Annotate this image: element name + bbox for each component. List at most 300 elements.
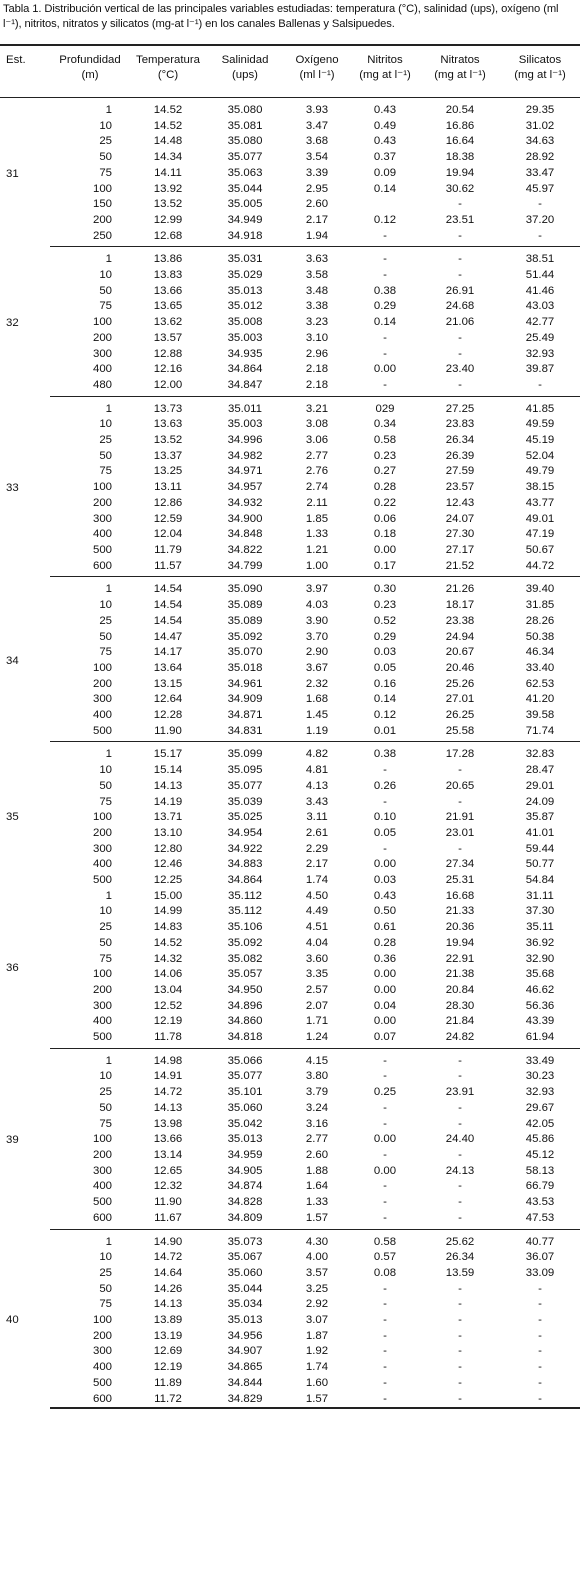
value-cell: 14.90: [153, 1235, 183, 1248]
value-cell: 1.45: [305, 709, 329, 722]
value-cell: 13.73: [153, 402, 183, 415]
value-cell: 33.09: [525, 1266, 555, 1279]
value-cell: 3.79: [305, 1086, 329, 1099]
table-row: [0, 1014, 580, 1030]
value-cell: 21.84: [445, 1015, 475, 1028]
value-cell: 38.51: [525, 253, 555, 266]
value-cell: 49.79: [525, 465, 555, 478]
value-cell: 4.13: [305, 779, 329, 792]
depth-cell: 1: [105, 583, 112, 596]
value-cell: 11.72: [130, 1392, 206, 1409]
column-header-title: Nitritos: [367, 54, 403, 66]
depth-cell: 10: [99, 1251, 112, 1264]
value-cell: 1.33: [305, 528, 329, 541]
value-cell: 0.14: [373, 182, 397, 195]
value-cell: 36.92: [525, 936, 555, 949]
value-cell: 34.905: [227, 1164, 263, 1177]
table-row: [0, 1164, 580, 1180]
value-cell: 27.34: [445, 858, 475, 871]
value-cell: 14.32: [153, 952, 183, 965]
value-cell: 24.09: [525, 795, 555, 808]
value-cell: 12.43: [445, 496, 475, 509]
column-header-title: Nitratos: [440, 54, 480, 66]
value-cell: 12.99: [153, 213, 183, 226]
value-cell: 34.935: [227, 347, 263, 360]
table-row: [0, 1132, 580, 1148]
table-row: [0, 614, 580, 630]
value-cell: 14.72: [153, 1251, 183, 1264]
value-cell: 0.00: [373, 363, 397, 376]
value-cell: 12.00: [130, 378, 206, 396]
value-cell: 42.05: [525, 1117, 555, 1130]
value-cell: 0.08: [373, 1266, 397, 1279]
depth-cell: 75: [99, 300, 112, 313]
value-cell: 3.47: [305, 119, 329, 132]
value-cell: 34.918: [206, 229, 284, 247]
value-cell: -: [458, 1314, 462, 1327]
value-cell: 50.38: [525, 630, 555, 643]
value-cell: 0.01: [350, 724, 420, 742]
depth-cell: 1: [105, 253, 112, 266]
value-cell: 14.48: [153, 135, 183, 148]
value-cell: 14.64: [153, 1266, 183, 1279]
value-cell: 34.909: [227, 693, 263, 706]
value-cell: 35.87: [525, 811, 555, 824]
depth-cell: 75: [99, 1117, 112, 1130]
table-row: [0, 496, 580, 512]
value-cell: 4.30: [305, 1235, 329, 1248]
value-cell: -: [458, 1282, 462, 1295]
depth-cell: 500: [92, 543, 112, 556]
value-cell: 58.13: [525, 1164, 555, 1177]
station-label: 33: [6, 482, 19, 495]
value-cell: -: [420, 1211, 500, 1229]
value-cell: 27.17: [445, 543, 475, 556]
value-cell: 45.12: [525, 1149, 555, 1161]
value-cell: 0.17: [350, 559, 420, 577]
value-cell: 34.956: [227, 1329, 263, 1342]
value-cell: 2.92: [305, 1298, 329, 1311]
value-cell: 13.10: [153, 826, 183, 839]
value-cell: 39.40: [525, 583, 555, 596]
value-cell: 36.07: [525, 1251, 555, 1264]
depth-cell: 300: [92, 693, 112, 706]
value-cell: 0.18: [373, 528, 397, 541]
value-cell: 0.22: [373, 496, 397, 509]
value-cell: 1.60: [305, 1376, 329, 1389]
value-cell: -: [458, 1149, 462, 1161]
value-cell: 34.828: [227, 1196, 263, 1209]
value-cell: 0.12: [373, 709, 397, 722]
value-cell: 3.54: [305, 151, 329, 164]
depth-cell: 1: [105, 1235, 112, 1248]
value-cell: -: [458, 1180, 462, 1193]
value-cell: 35.68: [525, 968, 555, 981]
value-cell: 3.06: [305, 434, 329, 447]
table-row: [0, 1117, 580, 1133]
value-cell: -: [458, 331, 462, 344]
depth-cell: 200: [92, 331, 112, 344]
value-cell: 3.21: [305, 402, 329, 415]
value-cell: 20.54: [445, 104, 475, 116]
value-cell: 35.080: [227, 104, 263, 116]
value-cell: 52.04: [525, 449, 555, 462]
depth-cell: 50: [99, 1282, 112, 1295]
depth-cell: 1: [105, 748, 112, 761]
value-cell: 14.91: [153, 1070, 183, 1083]
value-cell: 14.52: [153, 936, 183, 949]
value-cell: 38.15: [525, 481, 555, 494]
value-cell: 029: [375, 402, 395, 415]
value-cell: -: [350, 229, 420, 247]
value-cell: -: [350, 1211, 420, 1229]
value-cell: 1.57: [284, 1392, 350, 1409]
value-cell: 34.996: [227, 434, 263, 447]
value-cell: 11.89: [154, 1376, 182, 1389]
value-cell: -: [538, 1376, 542, 1389]
value-cell: 61.94: [500, 1030, 580, 1048]
depth-cell: 200: [92, 1329, 112, 1342]
value-cell: 35.11: [526, 921, 554, 934]
value-cell: 0.00: [373, 983, 397, 996]
value-cell: 2.11: [306, 496, 328, 509]
value-cell: 14.52: [153, 104, 183, 116]
value-cell: 34.865: [227, 1361, 263, 1374]
value-cell: -: [458, 1298, 462, 1311]
table-row: [0, 920, 580, 936]
table-row: [0, 284, 580, 300]
value-cell: 27.59: [445, 465, 475, 478]
value-cell: 13.89: [153, 1314, 183, 1327]
value-cell: 2.95: [305, 182, 329, 195]
value-cell: 24.07: [445, 512, 475, 525]
value-cell: 24.13: [445, 1164, 475, 1177]
value-cell: 66.79: [525, 1180, 555, 1193]
table-row: [0, 1313, 580, 1329]
value-cell: 23.57: [445, 481, 475, 494]
value-cell: 1.68: [305, 693, 329, 706]
table-row: [0, 779, 580, 795]
value-cell: 3.93: [305, 104, 329, 116]
table-row: [0, 577, 580, 598]
value-cell: 20.46: [445, 661, 475, 674]
value-cell: -: [538, 1329, 542, 1342]
value-cell: 34.949: [227, 213, 263, 226]
table-row: [0, 1195, 580, 1211]
value-cell: 35.073: [227, 1235, 263, 1248]
value-cell: 3.63: [305, 253, 329, 266]
value-cell: 11.67: [130, 1211, 206, 1229]
value-cell: 3.07: [305, 1314, 329, 1327]
value-cell: 1.88: [305, 1164, 329, 1177]
value-cell: 12.19: [153, 1361, 183, 1374]
depth-cell: 200: [92, 826, 112, 839]
value-cell: 1.74: [305, 1361, 329, 1374]
depth-cell: 300: [92, 999, 112, 1012]
station-label: 32: [6, 317, 19, 330]
value-cell: 2.57: [305, 983, 329, 996]
column-header-title: Silicatos: [518, 54, 562, 66]
depth-cell: 400: [92, 1180, 112, 1193]
value-cell: 13.52: [153, 198, 183, 211]
table-body: [0, 98, 580, 1409]
value-cell: 28.92: [525, 151, 555, 164]
value-cell: -: [383, 331, 387, 344]
table-row: [0, 1211, 580, 1229]
value-cell: 21.38: [445, 968, 475, 981]
value-cell: 33.49: [525, 1054, 555, 1067]
value-cell: 0.05: [373, 661, 397, 674]
depth-cell: 10: [99, 119, 112, 132]
value-cell: 35.070: [227, 646, 263, 659]
value-cell: 32.93: [525, 347, 555, 360]
value-cell: 35.005: [227, 198, 263, 211]
value-cell: 35.063: [227, 166, 263, 179]
table-row: [0, 433, 580, 449]
value-cell: 15.17: [153, 748, 183, 761]
table-row: [0, 983, 580, 999]
table-row: [0, 98, 580, 119]
column-header-unit: (mg at l⁻¹): [514, 69, 566, 81]
depth-cell: 500: [92, 1376, 112, 1389]
depth-cell: 10: [99, 269, 112, 282]
value-cell: -: [383, 1361, 387, 1374]
value-cell: 2.60: [305, 198, 329, 211]
depth-cell: 600: [50, 559, 130, 577]
station-label: 34: [6, 655, 19, 668]
value-cell: 19.94: [445, 166, 475, 179]
value-cell: 34.847: [206, 378, 284, 396]
depth-cell: 100: [92, 1314, 112, 1327]
value-cell: 34.982: [227, 449, 263, 462]
table-row: [0, 708, 580, 724]
value-cell: 23.40: [445, 363, 475, 376]
value-cell: 35.034: [227, 1298, 263, 1311]
table-row: [0, 182, 580, 198]
depth-cell: 25: [99, 434, 112, 447]
station-label: 35: [6, 810, 19, 823]
value-cell: 22.91: [445, 952, 475, 965]
value-cell: 35.018: [227, 661, 263, 674]
value-cell: 0.04: [373, 999, 397, 1012]
value-cell: 12.86: [153, 496, 183, 509]
value-cell: 23.51: [445, 213, 475, 226]
value-cell: 4.51: [305, 921, 329, 934]
value-cell: 0.50: [373, 905, 397, 918]
depth-cell: 200: [92, 213, 112, 226]
column-header-title: Est.: [6, 54, 26, 66]
value-cell: 2.29: [305, 842, 329, 855]
depth-cell: 50: [99, 630, 112, 643]
value-cell: 41.20: [525, 693, 555, 706]
value-cell: 35.081: [227, 119, 263, 132]
table-row: [0, 873, 580, 889]
value-cell: 35.080: [227, 135, 263, 148]
value-cell: 20.65: [445, 779, 475, 792]
depth-cell: 50: [99, 936, 112, 949]
depth-cell: 10: [99, 764, 112, 777]
value-cell: 12.80: [153, 842, 183, 855]
value-cell: 3.39: [305, 166, 329, 179]
value-cell: 25.62: [445, 1235, 475, 1248]
value-cell: 45.19: [525, 434, 555, 447]
value-cell: 2.61: [305, 826, 329, 839]
depth-cell: 75: [99, 952, 112, 965]
column-header: [130, 45, 206, 98]
value-cell: -: [420, 229, 500, 247]
value-cell: 2.32: [305, 677, 329, 690]
table-row: [0, 527, 580, 543]
depth-cell: 100: [92, 661, 112, 674]
value-cell: 28.30: [445, 999, 475, 1012]
value-cell: 14.13: [153, 1298, 183, 1311]
value-cell: -: [458, 1361, 462, 1374]
value-cell: 13.65: [153, 300, 183, 313]
value-cell: 23.83: [445, 418, 475, 431]
value-cell: -: [458, 198, 462, 211]
depth-cell: 300: [92, 1164, 112, 1177]
table-row: [0, 559, 580, 577]
value-cell: 13.62: [153, 316, 183, 329]
value-cell: 0.23: [373, 599, 397, 612]
value-cell: 1.19: [284, 724, 350, 742]
table-row: [0, 692, 580, 708]
value-cell: 21.33: [445, 905, 475, 918]
value-cell: 3.16: [305, 1117, 329, 1130]
value-cell: 1.87: [305, 1329, 329, 1342]
depth-cell: 1: [105, 402, 112, 415]
table-row: [0, 936, 580, 952]
table-row: [0, 1376, 580, 1392]
value-cell: 14.06: [153, 968, 183, 981]
value-cell: 0.58: [373, 434, 397, 447]
value-cell: 0.00: [373, 1133, 397, 1146]
value-cell: -: [383, 1054, 387, 1067]
value-cell: 3.60: [305, 952, 329, 965]
value-cell: 35.011: [228, 402, 262, 415]
value-cell: 4.82: [305, 748, 329, 761]
table-row: [0, 396, 580, 417]
depth-cell: 150: [92, 198, 112, 211]
value-cell: 27.01: [445, 693, 475, 706]
value-cell: 1.64: [305, 1180, 329, 1193]
value-cell: 20.67: [445, 646, 475, 659]
value-cell: 3.68: [305, 135, 329, 148]
value-cell: 24.40: [445, 1133, 475, 1146]
value-cell: 50.67: [525, 543, 555, 556]
table-row: [0, 967, 580, 983]
column-header-title: Oxígeno: [295, 54, 339, 66]
value-cell: -: [383, 269, 387, 282]
value-cell: 18.38: [445, 151, 475, 164]
value-cell: 13.14: [153, 1149, 183, 1161]
table-row: [0, 904, 580, 920]
value-cell: 34.871: [227, 709, 263, 722]
value-cell: 49.59: [525, 418, 555, 431]
value-cell: -: [383, 1149, 387, 1161]
value-cell: 14.34: [153, 151, 183, 164]
value-cell: 45.97: [525, 182, 555, 195]
value-cell: 11.57: [130, 559, 206, 577]
value-cell: 3.38: [305, 300, 329, 313]
value-cell: 35.077: [227, 151, 263, 164]
depth-cell: 200: [92, 496, 112, 509]
value-cell: 24.68: [445, 300, 475, 313]
value-cell: 21.06: [445, 316, 475, 329]
value-cell: 34.959: [227, 1149, 263, 1161]
depth-cell: 1: [105, 889, 112, 902]
value-cell: 0.00: [373, 858, 397, 871]
depth-cell: 25: [99, 1266, 112, 1279]
value-cell: [350, 197, 420, 213]
value-cell: 13.15: [153, 677, 183, 690]
table-row: [0, 229, 580, 247]
table-row: [0, 1030, 580, 1048]
value-cell: -: [350, 1392, 420, 1409]
value-cell: 13.19: [153, 1329, 183, 1342]
value-cell: -: [538, 198, 542, 211]
table-row: [0, 630, 580, 646]
value-cell: 26.25: [445, 709, 475, 722]
table-caption: Tabla 1. Distribución vertical de las principales variables estudiadas: temperatura (°C), salinidad (ups), oxígeno (ml l⁻¹), nitritos, nitratos y silicatos (mg-at l⁻¹) en los canales Ballenas y Salsipuedes.: [3, 3, 559, 30]
value-cell: 13.66: [153, 1133, 183, 1146]
value-cell: 35.060: [227, 1101, 263, 1114]
value-cell: 35.003: [227, 331, 263, 344]
value-cell: 43.77: [525, 496, 555, 509]
value-cell: 34.907: [227, 1345, 263, 1358]
value-cell: 0.38: [373, 748, 397, 761]
value-cell: 32.90: [525, 952, 555, 965]
value-cell: 34.809: [206, 1211, 284, 1229]
value-cell: 13.92: [153, 182, 183, 195]
depth-cell: 100: [92, 1133, 112, 1146]
value-cell: 26.91: [445, 284, 475, 297]
value-cell: -: [500, 378, 580, 396]
value-cell: 12.64: [153, 693, 183, 706]
value-cell: 3.90: [305, 614, 329, 627]
table-row: [0, 1148, 580, 1164]
station-label: 39: [6, 1134, 19, 1147]
depth-cell: 500: [92, 1196, 112, 1209]
value-cell: 35.099: [227, 748, 263, 761]
value-cell: 13.64: [153, 661, 183, 674]
value-cell: -: [458, 842, 462, 855]
value-cell: 30.62: [445, 182, 475, 195]
value-cell: 34.883: [227, 858, 263, 871]
value-cell: 39.58: [525, 709, 555, 722]
value-cell: 26.34: [445, 1251, 475, 1264]
depth-cell: 200: [92, 1149, 112, 1161]
value-cell: -: [383, 1298, 387, 1311]
value-cell: -: [383, 1196, 387, 1209]
value-cell: 2.74: [305, 481, 329, 494]
value-cell: -: [458, 1070, 462, 1083]
value-cell: 2.77: [305, 1133, 329, 1146]
depth-cell: 50: [99, 1101, 112, 1114]
value-cell: 0.10: [373, 811, 397, 824]
value-cell: 2.60: [305, 1149, 329, 1161]
depth-cell: 25: [99, 135, 112, 148]
table-row: [0, 952, 580, 968]
value-cell: 12.25: [153, 874, 183, 887]
value-cell: 27.25: [445, 402, 475, 415]
value-cell: 0.00: [373, 1015, 397, 1028]
table-row: [0, 197, 580, 213]
value-cell: 35.042: [227, 1117, 263, 1130]
depth-cell: 25: [99, 1086, 112, 1099]
depth-cell: 75: [99, 1298, 112, 1311]
table-row: [0, 1392, 580, 1409]
